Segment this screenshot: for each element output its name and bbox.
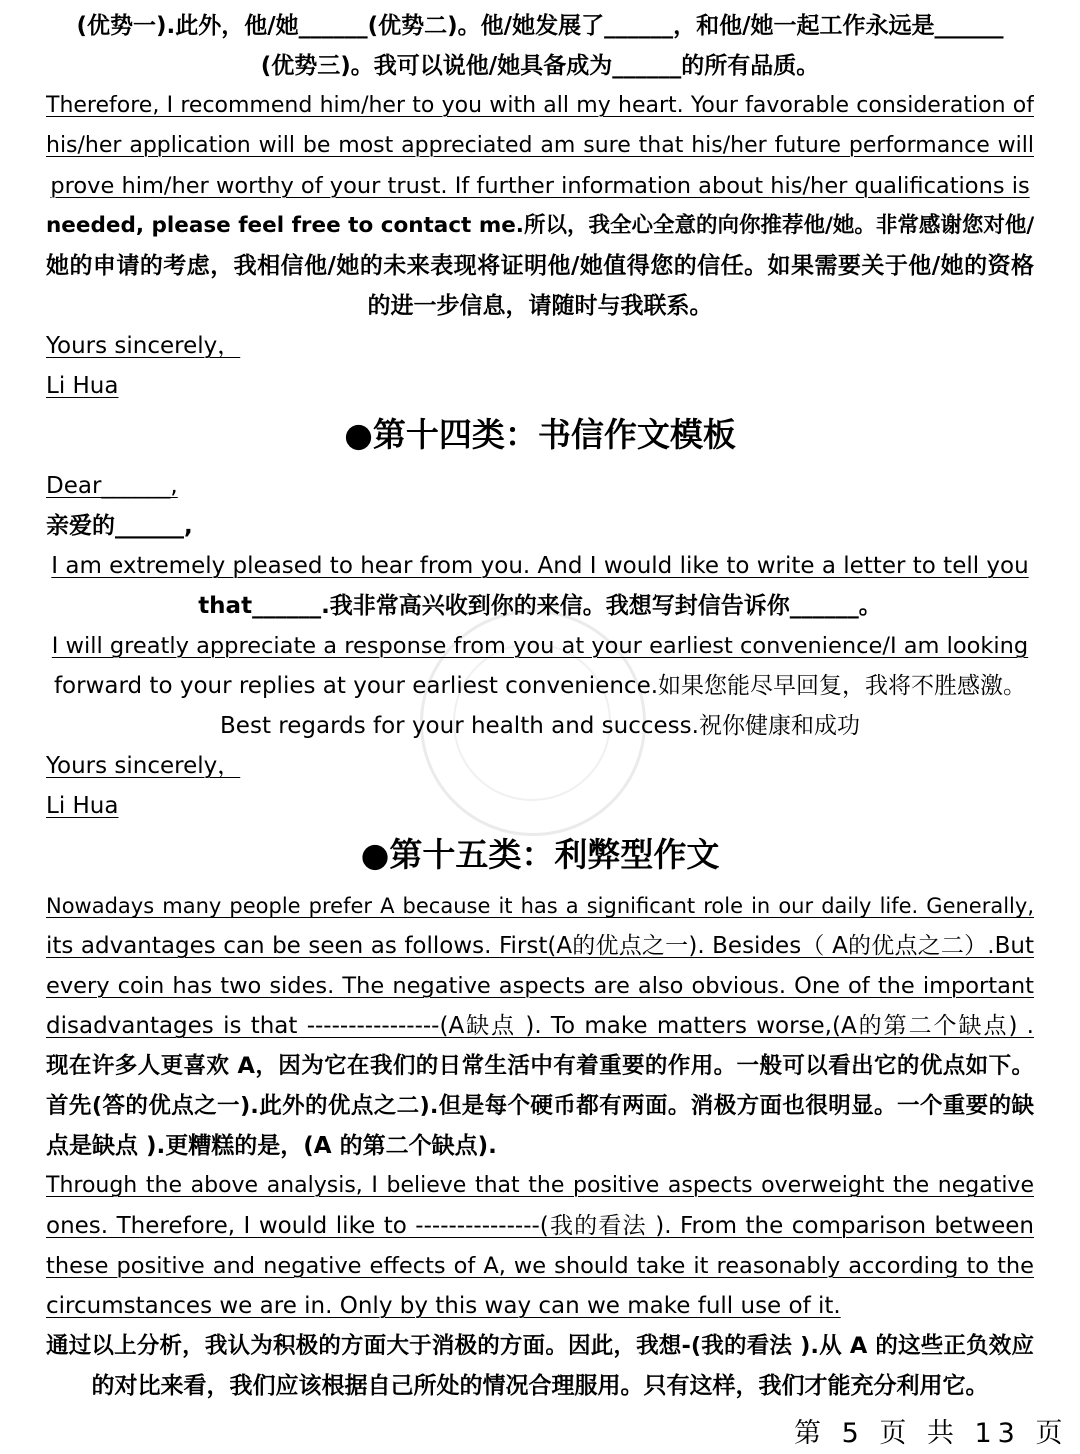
text-line: 点是缺点 ).更糟糕的是，(A 的第二个缺点).	[46, 1133, 497, 1159]
text-line: forward to your replies at your earliest convenience.如果您能尽早回复，我将不胜感激。	[53, 673, 1027, 699]
section-heading: ●第十四类：书信作文模板	[344, 415, 736, 454]
text-line: 她的申请的考虑，我相信他/她的未来表现将证明他/她值得您的信任。如果需要关于他/她的资格	[46, 253, 1034, 279]
text-line: I am extremely pleased to hear from you. And I would like to write a letter to tell you	[51, 553, 1029, 579]
closing-text: Yours sincerely，	[46, 753, 241, 779]
closing-text: Yours sincerely，	[46, 333, 241, 359]
text-line: I will greatly appreciate a response from you at your earliest convenience/I am looking	[51, 633, 1029, 659]
page-number: 第 5 页 共 13 页	[794, 1418, 1069, 1449]
text-line: Dear______,	[46, 473, 178, 499]
text-line: 首先(答的优点之一).此外的优点之二).但是每个硬币都有两面。消极方面也很明显。一个重要的缺	[46, 1093, 1034, 1119]
text-line: circumstances we are in. Only by this way can we make full use of it.	[46, 1293, 841, 1319]
text-line: 的进一步信息，请随时与我联系。	[367, 293, 713, 319]
text-line: its advantages can be seen as follows. First(A的优点之一). Besides（ A的优点之二）.But	[46, 933, 1034, 959]
section-heading: ●第十五类：利弊型作文	[360, 835, 720, 874]
text-line: his/her application will be most appreciated am sure that his/her future performance will	[46, 133, 1034, 158]
text-line: (优势三)。我可以说他/她具备成为______的所有品质。	[260, 53, 820, 79]
text-line: (优势一).此外，他/她______(优势二)。他/她发展了______，和他/她一起工作永远是______	[76, 13, 1004, 39]
text-line: Best regards for your health and success.祝你健康和成功	[220, 713, 860, 739]
text-line: 通过以上分析，我认为积极的方面大于消极的方面。因此，我想-(我的看法 ).从 A 的这些正负效应	[46, 1333, 1034, 1359]
text-line: 的对比来看，我们应该根据自己所处的情况合理服用。只有这样，我们才能充分利用它。	[91, 1373, 989, 1399]
text-line: prove him/her worthy of your trust. If further information about his/her qualifications is	[50, 173, 1030, 199]
text-line: Nowadays many people prefer A because it has a significant role in our daily life. Generally,	[46, 894, 1034, 918]
text-line: that______.我非常高兴收到你的来信。我想写封信告诉你______。	[198, 593, 882, 619]
text-line: Therefore, I recommend him/her to you with all my heart. Your favorable consideration of	[46, 93, 1034, 118]
signature-name: Li Hua	[46, 793, 119, 819]
text-line: Through the above analysis, I believe that the positive aspects overweight the negative	[46, 1173, 1034, 1198]
signature-name: Li Hua	[46, 373, 119, 399]
text-line: needed, please feel free to contact me.所以，我全心全意的向你推荐他/她。非常感谢您对他/	[46, 213, 1034, 238]
text-line: 亲爱的______,	[46, 513, 193, 539]
text-line: 现在许多人更喜欢 A，因为它在我们的日常生活中有着重要的作用。一般可以看出它的优点如下。	[46, 1053, 1034, 1079]
text-line: disadvantages is that ----------------(A缺点 ). To make matters worse,(A的第二个缺点) .	[46, 1013, 1034, 1039]
text-line: every coin has two sides. The negative aspects are also obvious. One of the important	[46, 973, 1034, 999]
text-line: ones. Therefore, I would like to ---------------(我的看法 ). From the comparison between	[46, 1213, 1034, 1239]
text-line: these positive and negative effects of A, we should take it reasonably according to the	[46, 1253, 1034, 1279]
